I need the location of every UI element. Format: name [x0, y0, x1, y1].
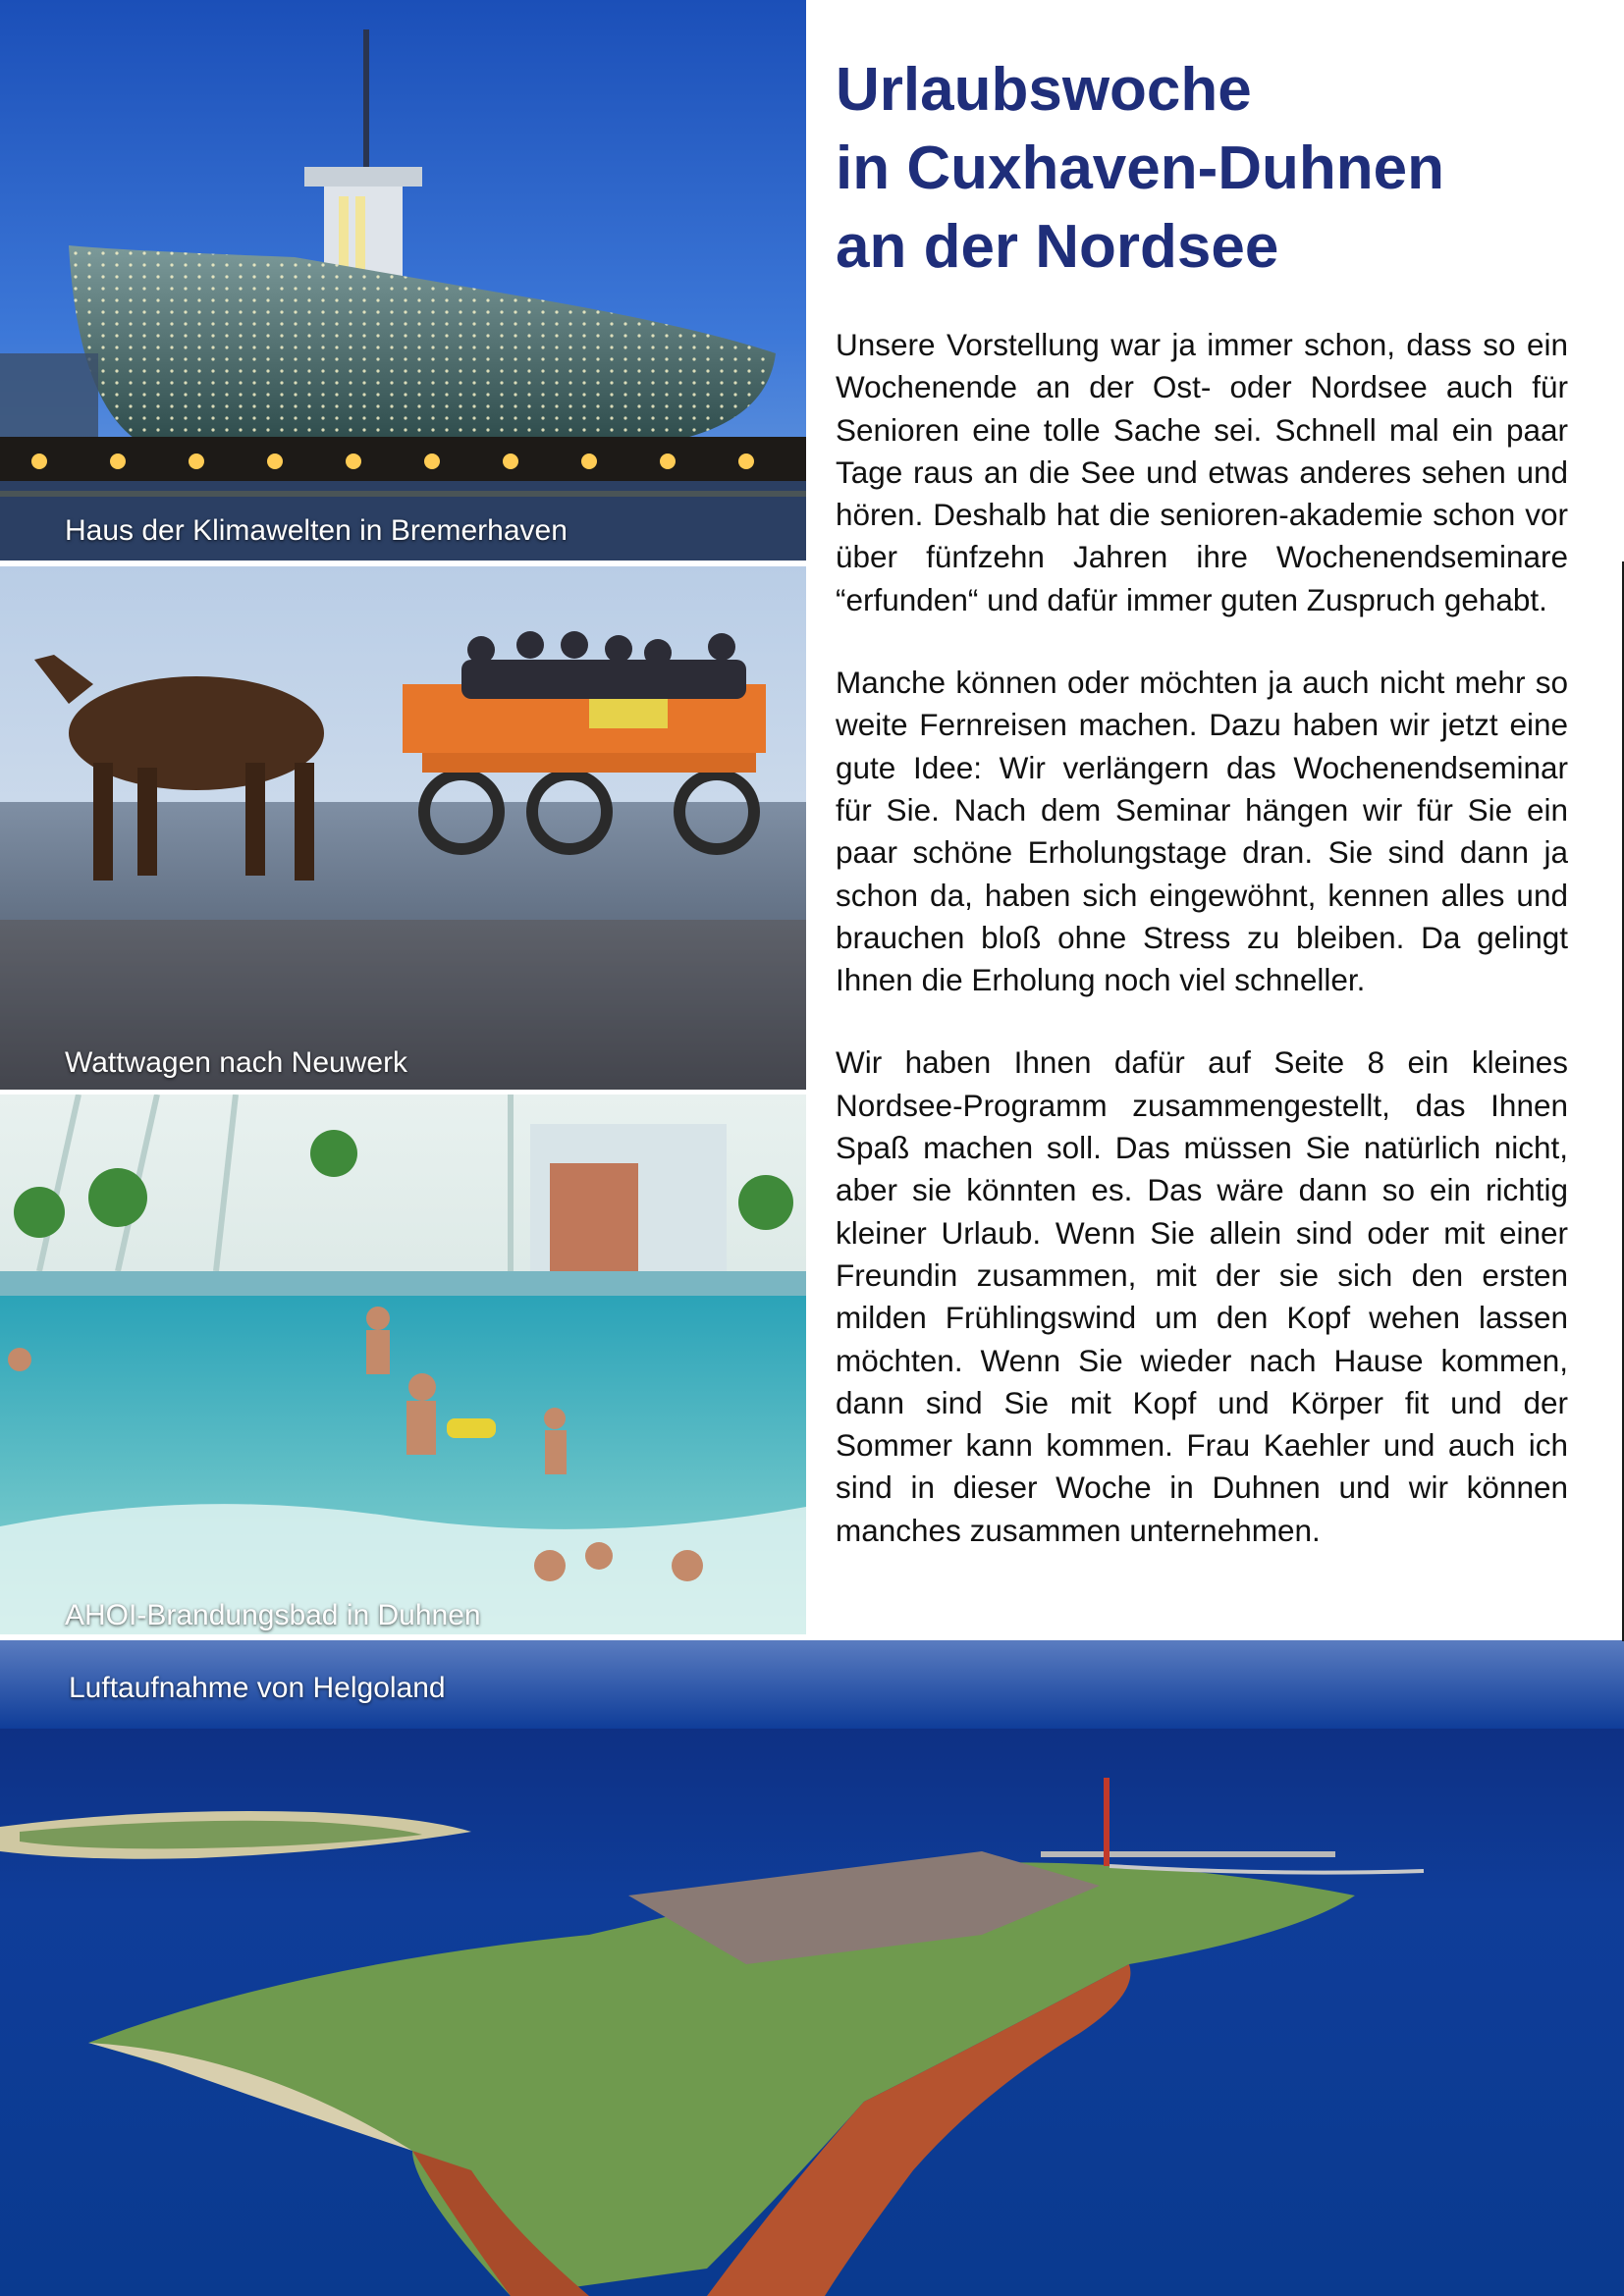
article-paragraph: Wir haben Ihnen dafür auf Seite 8 ein kleines Nordsee-Programm zusammengestellt, das Ihnen Spaß machen soll. Das müssen Sie natürlich nicht, aber sie könnten es. Das wäre dann so ein richtig kleiner Urlaub. Wenn Sie allein sind oder mit einer Freundin zusammen, mit der sie sich den ersten milden Frühlingswind um den Kopf wehen lassen möchten. Wenn Sie wieder nach Hause kommen, dann sind Sie mit Kopf und Körper fit und der Sommer kann kommen. Frau Kaehler und auch ich sind in dieser Woche in Duhnen und wir können manches zusammen unternehmen.	[836, 1044, 1568, 1548]
photo-wattwagen	[0, 566, 806, 1090]
photo-brandungsbad	[0, 1095, 806, 1634]
photo-caption: Haus der Klimawelten in Bremerhaven	[65, 514, 568, 547]
klimahaus-illustration	[0, 0, 806, 561]
article-title	[836, 51, 1568, 287]
article	[836, 51, 1568, 1592]
article-paragraph: Unsere Vorstellung war ja immer schon, dass so ein Wochenende an der Ost- oder Nordsee auch für Senioren eine tolle Sache sei. Schnell mal ein paar Tage raus an die See und etwas anderes sehen und hören. Deshalb hat die senioren-akademie schon vor über fünfzehn Jahren ihre Wochenendseminare “erfunden“ und dafür immer guten Zuspruch gehabt.	[836, 327, 1568, 617]
title-line: an der Nordsee	[836, 213, 1279, 281]
brandungsbad-illustration	[0, 1095, 806, 1634]
photo-caption: Luftaufnahme von Helgoland	[69, 1672, 446, 1704]
photo-klimahaus	[0, 0, 806, 561]
photo-helgoland	[0, 1640, 1624, 2296]
photo-caption: Wattwagen nach Neuwerk	[65, 1046, 408, 1079]
title-line: Urlaubswoche	[836, 56, 1252, 124]
title-line: in Cuxhaven-Duhnen	[836, 134, 1445, 202]
article-paragraph: Manche können oder möchten ja auch nicht mehr so weite Fernreisen machen. Dazu haben wir jetzt eine gute Idee: Wir verlängern das Wochenendseminar für Sie. Nach dem Seminar hängen wir für Sie ein paar schöne Erholungstage dran. Sie sind dann ja schon da, haben sich eingewöhnt, kennen alles und brauchen bloß ohne Stress zu bleiben. Da gelingt Ihnen die Erholung noch viel schneller.	[836, 665, 1568, 998]
wattwagen-illustration	[0, 566, 806, 1090]
photo-caption: AHOI-Brandungsbad in Duhnen	[65, 1599, 481, 1631]
helgoland-illustration	[0, 1640, 1624, 2296]
